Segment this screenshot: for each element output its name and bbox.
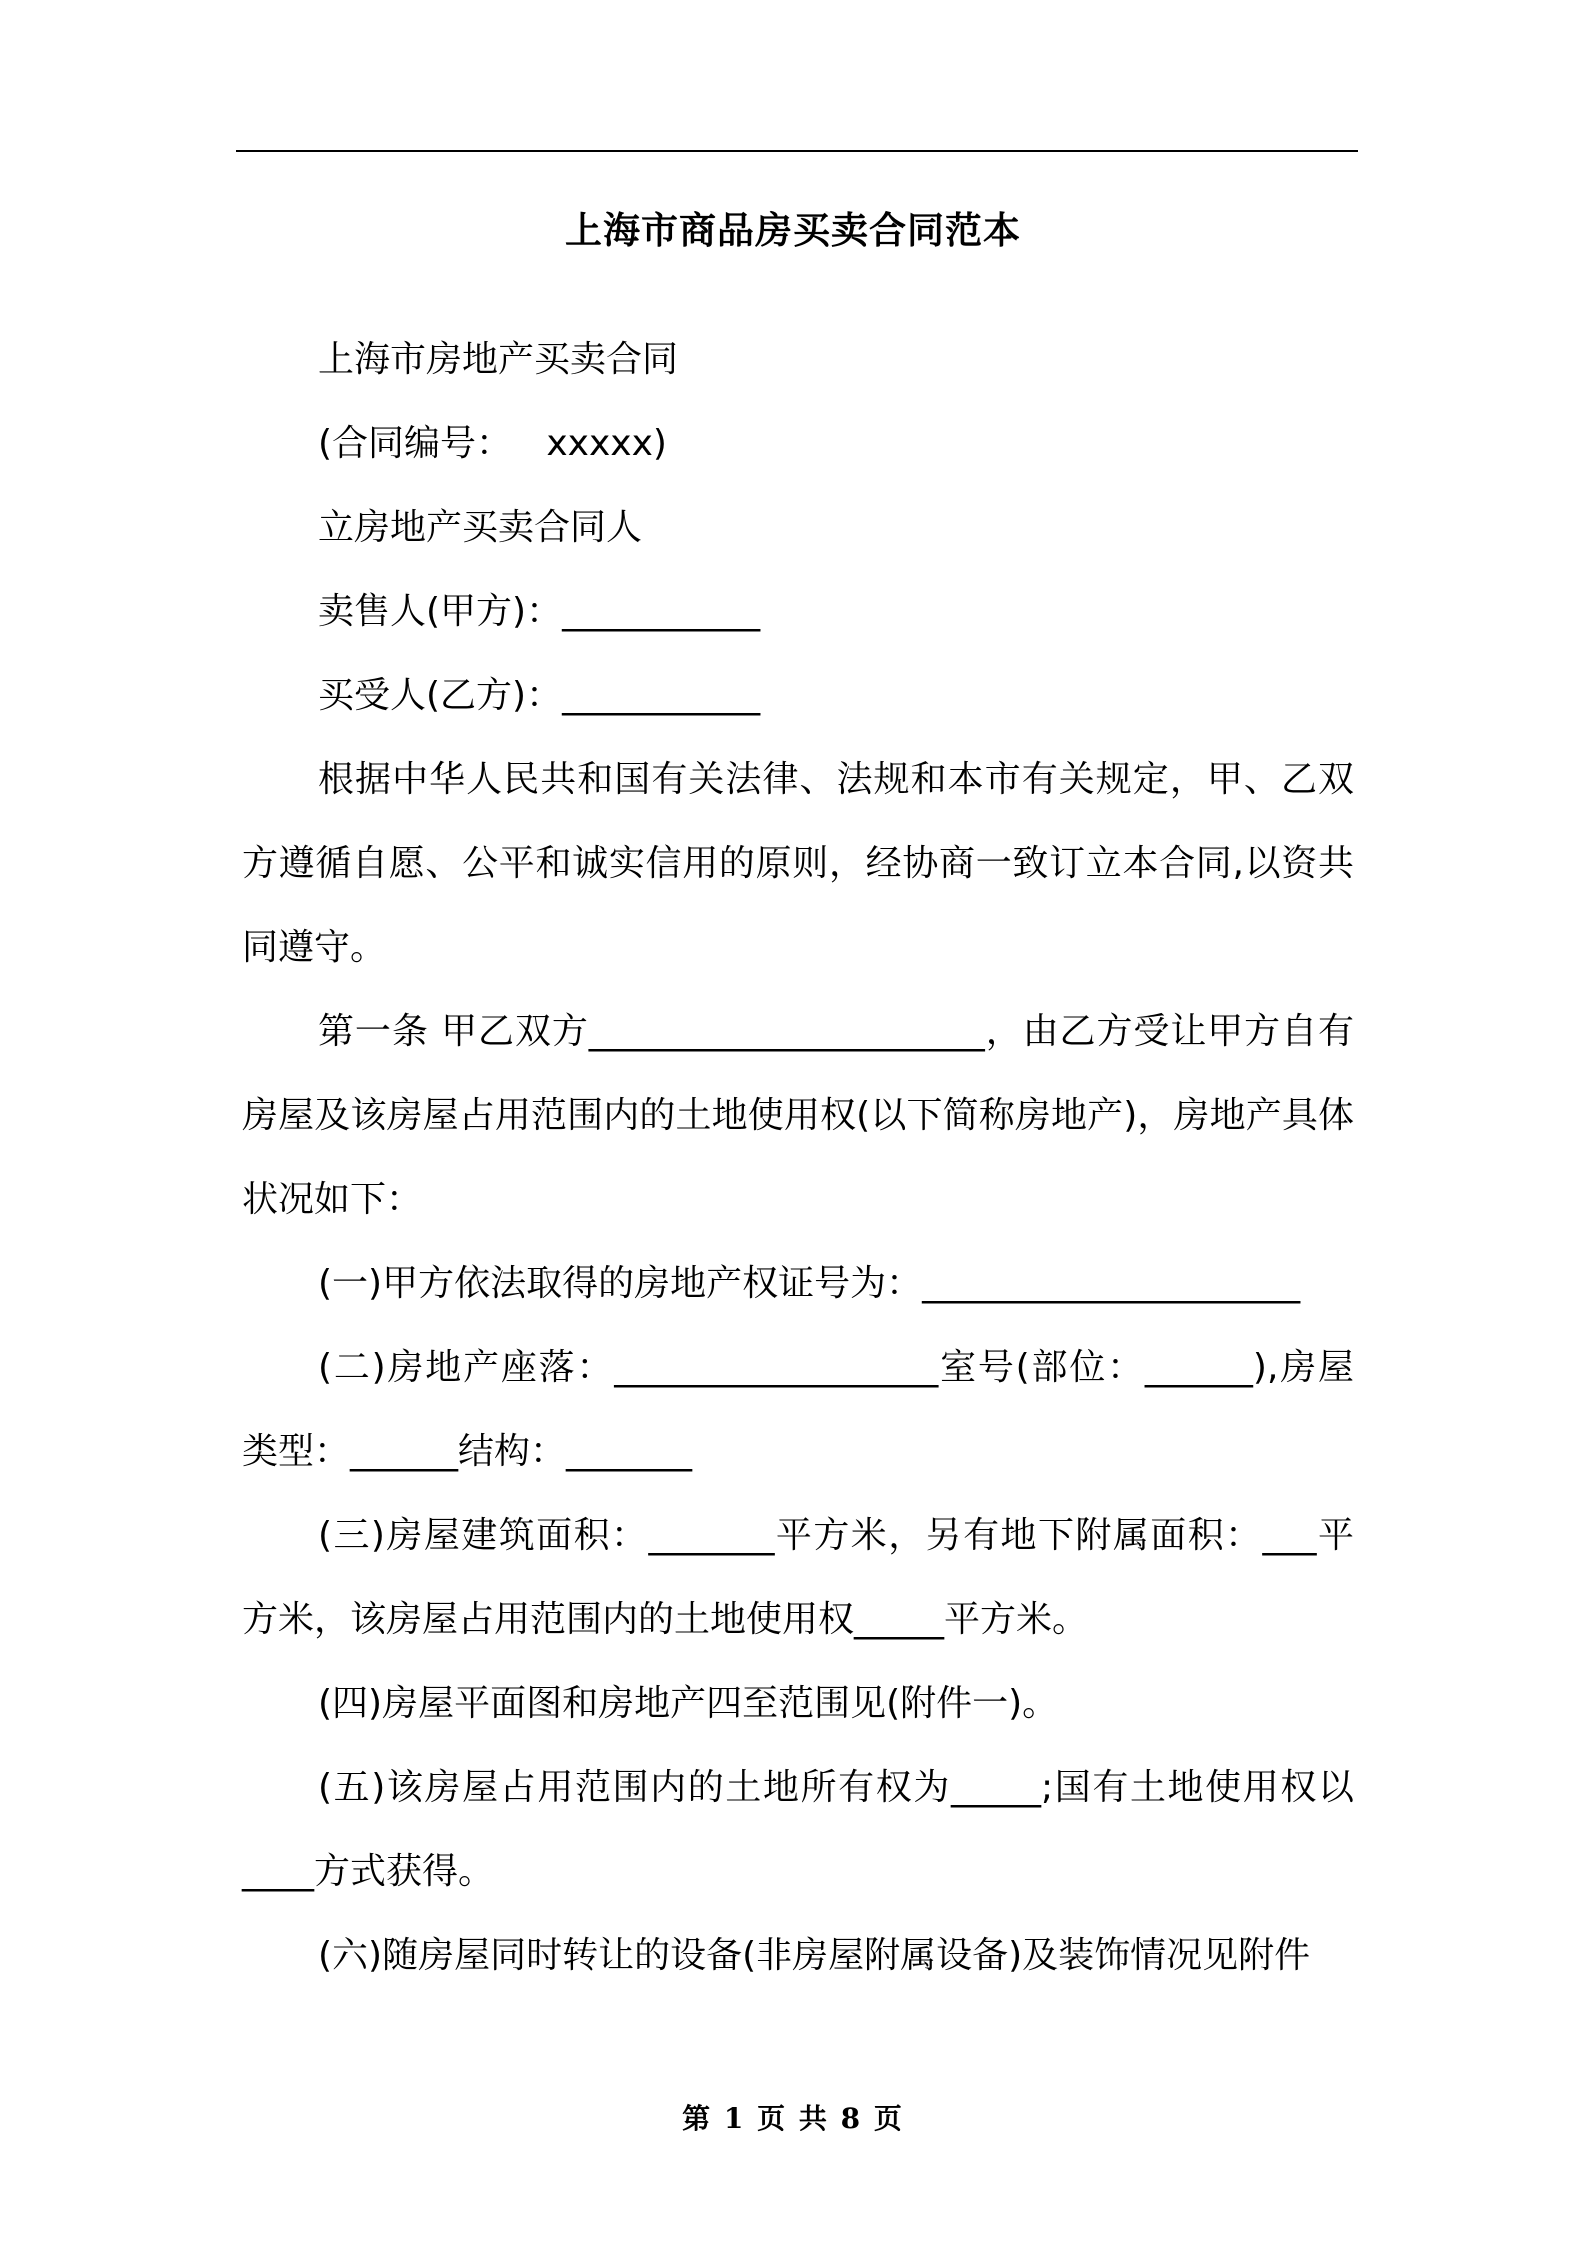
paragraph-item-1: (一)甲方依法取得的房地产权证号为：_____________________ [318,1263,1301,1304]
paragraph-item-5: (五)该房屋占用范围内的土地所有权为_____;国有土地使用权以____方式获得。 [242,1767,1354,1892]
paragraph-parties-heading: 立房地产买卖合同人 [318,507,643,548]
paragraph-item-4: (四)房屋平面图和房地产四至范围见(附件一)。 [318,1683,1059,1724]
paragraph-contract-name: 上海市房地产买卖合同 [318,339,679,380]
header-rule [236,150,1358,152]
paragraph-seller: 卖售人(甲方)：___________ [318,591,761,632]
document-title: 上海市商品房买卖合同范本 [565,209,1021,252]
paragraph-contract-number: (合同编号： xxxxx) [318,423,667,464]
paragraph-item-6: (六)随房屋同时转让的设备(非房屋附属设备)及装饰情况见附件 [318,1935,1311,1976]
paragraph-item-3: (三)房屋建筑面积：_______平方米，另有地下附属面积：___平方米，该房屋占用范围内的土地使用权_____平方米。 [242,1515,1354,1640]
paragraph-item-2: (二)房地产座落：__________________室号(部位：______),房屋类型：______结构：_______ [242,1347,1354,1472]
paragraph-preamble: 根据中华人民共和国有关法律、法规和本市有关规定，甲、乙双方遵循自愿、公平和诚实信用的原则，经协商一致订立本合同,以资共同遵守。 [242,759,1354,968]
paragraph-article-1: 第一条 甲乙双方______________________，由乙方受让甲方自有房屋及该房屋占用范围内的土地使用权(以下简称房地产)，房地产具体状况如下： [242,1011,1354,1220]
page-number: 第 1 页 共 8 页 [682,2102,904,2135]
paragraph-buyer: 买受人(乙方)：___________ [318,675,761,716]
document-body [242,318,1354,1998]
